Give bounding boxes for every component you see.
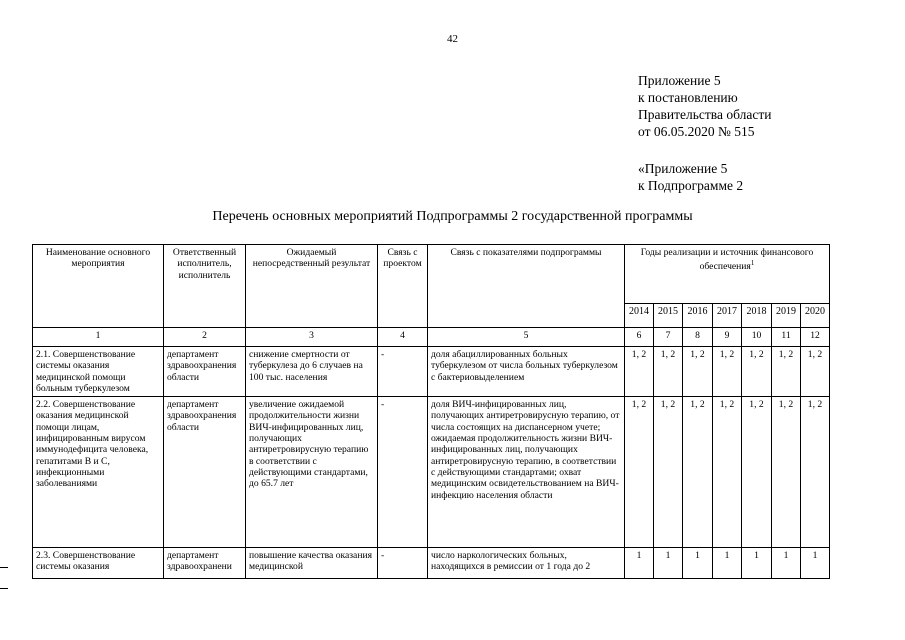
year-funding-cell: 1, 2 xyxy=(772,397,801,548)
column-number: 5 xyxy=(428,328,625,347)
expected-result: повышение качества оказания медицинской xyxy=(246,548,378,579)
responsible-executor: департамент здравоохранения области xyxy=(164,397,246,548)
responsible-executor: департамент здравоохранения области xyxy=(164,347,246,397)
year-funding-cell: 1, 2 xyxy=(801,397,830,548)
margin-tick xyxy=(0,588,8,589)
appendix-reference xyxy=(638,72,771,140)
appendix-line: к постановлению xyxy=(638,90,738,105)
column-number: 11 xyxy=(772,328,801,347)
year-funding-cell: 1, 2 xyxy=(625,347,654,397)
year-funding-cell: 1 xyxy=(654,548,683,579)
project-link: - xyxy=(378,548,428,579)
appendix-line: Приложение 5 xyxy=(638,73,721,88)
appendix-line: к Подпрограмме 2 xyxy=(638,178,744,193)
activity-name: 2.1. Совершенствование системы оказания медицинской помощи больным туберкулезом xyxy=(33,347,164,397)
column-number: 6 xyxy=(625,328,654,347)
activity-name: 2.2. Совершенствование оказания медицинской помощи лицам, инфицированным вирусом иммунодефицита человека, гепатитами В и С, инфекционными заболеваниями xyxy=(33,397,164,548)
activity-name: 2.3. Совершенствование системы оказания xyxy=(33,548,164,579)
year-funding-cell: 1, 2 xyxy=(801,347,830,397)
header-indicators-link: Связь с показателями подпрограммы xyxy=(428,245,625,328)
column-number: 12 xyxy=(801,328,830,347)
year-funding-cell: 1 xyxy=(625,548,654,579)
column-number: 7 xyxy=(654,328,683,347)
column-number: 9 xyxy=(713,328,742,347)
appendix-line: «Приложение 5 xyxy=(638,161,728,176)
header-project-link: Связь с проектом xyxy=(378,245,428,328)
header-year: 2018 xyxy=(742,304,772,328)
indicators-link: число наркологических больных, находящихся в ремиссии от 1 года до 2 xyxy=(428,548,625,579)
year-funding-cell: 1, 2 xyxy=(713,347,742,397)
year-funding-cell: 1, 2 xyxy=(742,397,772,548)
year-funding-cell: 1, 2 xyxy=(742,347,772,397)
year-funding-cell: 1, 2 xyxy=(654,347,683,397)
column-number: 1 xyxy=(33,328,164,347)
header-year: 2019 xyxy=(772,304,801,328)
expected-result: снижение смертности от туберкулеза до 6 случаев на 100 тыс. населения xyxy=(246,347,378,397)
header-year: 2017 xyxy=(713,304,742,328)
year-funding-cell: 1, 2 xyxy=(654,397,683,548)
document-title: Перечень основных мероприятий Подпрограммы 2 государственной программы xyxy=(212,209,693,224)
column-numbers-row xyxy=(33,328,830,347)
year-funding-cell: 1 xyxy=(683,548,713,579)
footnote-marker: 1 xyxy=(750,259,755,268)
year-funding-cell: 1 xyxy=(742,548,772,579)
appendix-line: от 06.05.2020 № 515 xyxy=(638,124,755,139)
header-year: 2016 xyxy=(683,304,713,328)
appendix-line: Правительства области xyxy=(638,107,772,122)
responsible-executor: департамент здравоохранени xyxy=(164,548,246,579)
header-years-group xyxy=(625,245,830,304)
column-number: 2 xyxy=(164,328,246,347)
margin-tick xyxy=(0,567,8,568)
table-row xyxy=(33,397,830,548)
header-year: 2020 xyxy=(801,304,830,328)
year-funding-cell: 1, 2 xyxy=(683,347,713,397)
year-funding-cell: 1, 2 xyxy=(713,397,742,548)
indicators-link: доля абациллированных больных туберкулезом от числа больных туберкулезом с бактериовыделением xyxy=(428,347,625,397)
year-funding-cell: 1, 2 xyxy=(683,397,713,548)
year-funding-cell: 1 xyxy=(772,548,801,579)
project-link: - xyxy=(378,347,428,397)
table-row xyxy=(33,548,830,579)
header-expected-result: Ожидаемый непосредственный результат xyxy=(246,245,378,328)
indicators-link: доля ВИЧ-инфицированных лиц, получающих антиретровирусную терапию, от числа состоящих на диспансерном учете; ожидаемая продолжительность жизни ВИЧ-инфицированных лиц, получающих антиретровирусную терапию, в соответствии с действующими стандартами; охват медицинским освидетельствованием на ВИЧ-инфекцию населения области xyxy=(428,397,625,548)
header-responsible: Ответственный исполнитель, исполнитель xyxy=(164,245,246,328)
table-row xyxy=(33,347,830,397)
column-number: 8 xyxy=(683,328,713,347)
expected-result: увеличение ожидаемой продолжительности жизни ВИЧ-инфицированных лиц, получающих антиретровирусную терапию в соответствии с действующими стандартами, до 65.7 лет xyxy=(246,397,378,548)
subprogram-appendix-reference xyxy=(638,160,743,194)
year-funding-cell: 1, 2 xyxy=(625,397,654,548)
year-funding-cell: 1, 2 xyxy=(772,347,801,397)
activities-table xyxy=(32,244,830,579)
year-funding-cell: 1 xyxy=(713,548,742,579)
header-year: 2015 xyxy=(654,304,683,328)
year-funding-cell: 1 xyxy=(801,548,830,579)
column-number: 3 xyxy=(246,328,378,347)
header-activity-name: Наименование основного мероприятия xyxy=(33,245,164,328)
column-number: 4 xyxy=(378,328,428,347)
project-link: - xyxy=(378,397,428,548)
page-number: 42 xyxy=(447,33,458,45)
column-number: 10 xyxy=(742,328,772,347)
header-year: 2014 xyxy=(625,304,654,328)
header-years-group-label: Годы реализации и источник финансового обеспечения xyxy=(640,247,814,273)
